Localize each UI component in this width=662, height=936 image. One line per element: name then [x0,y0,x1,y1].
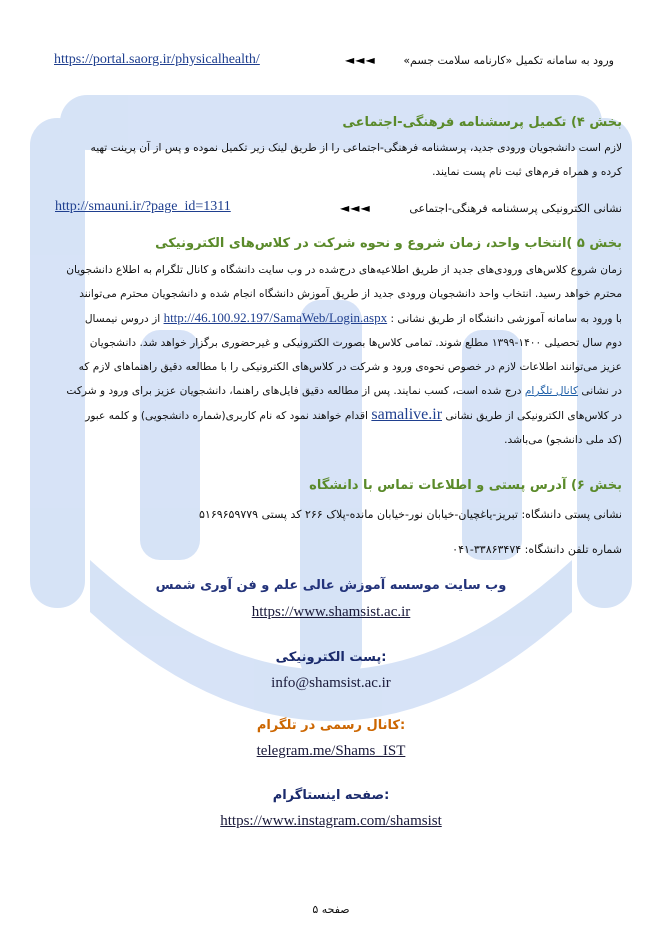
section5-line3 [37,306,622,331]
section5-line5: عزیز می‌توانند اطلاعات لازم در خصوص نحوه‌ی ورود و شرکت در کلاس‌های الکترونیکی را با مطالعه دقیق راهنماهای لازم که [78,361,622,373]
section4-paragraph [37,136,622,184]
instagram-title: صفحه اینستاگرام: [272,788,390,803]
contacts-block [0,578,662,593]
section5-line3-start: با ورود به سامانه آموزشی دانشگاه از طریق نشانی : [390,313,622,325]
section5-line7-end: اقدام خواهند نمود که نام کاربری(شماره دانشجویی) و کلمه عبور [85,410,368,422]
section5-line8: (کد ملی دانشجو) می‌باشد. [504,434,622,446]
email-title: پست الکترونیکی: [275,650,387,665]
sama-web-login-link[interactable]: http://46.100.92.197/SamaWeb/Login.aspx [163,310,388,325]
telegram-title: کانال رسمی در تلگرام: [256,718,406,733]
telegram-channel-link[interactable]: کانال تلگرام [524,385,579,397]
phone-number: شماره تلفن دانشگاه: ۳۳۸۶۳۴۷۴-۰۴۱ [452,543,622,556]
questionnaire-link[interactable]: http://smauni.ir/?page_id=1311 [55,199,231,214]
section5-line6 [37,379,622,403]
section4-line2: کرده و همراه فرم‌های ثبت نام پست نمایند. [432,166,622,178]
physical-health-text: ورود به سامانه تکمیل «کارنامه سلامت جسم» [403,54,614,67]
email-address[interactable]: info@shamsist.ac.ir [271,675,391,691]
questionnaire-address-label: نشانی الکترونیکی پرسشنامه فرهنگی-اجتماعی [409,202,622,215]
section4-heading: بخش ۴) تکمیل پرسشنامه فرهنگی-اجتماعی [342,115,622,130]
instagram-link[interactable]: https://www.instagram.com/shamsist [220,813,442,829]
website-title: وب سایت موسسه آموزش عالی علم و فن آوری شمس [155,578,507,593]
section5-line6-end: درج شده است، کسب نمایند. پس از مطالعه دقیق فایل‌های راهنما، دانشجویان عزیز برای ورود و شرکت [66,385,522,397]
section6-heading: بخش ۶) آدرس پستی و اطلاعات تماس با دانشگاه [309,478,622,493]
postal-address: نشانی پستی دانشگاه: تبریز-یاغچیان-خیابان نور-خیابان مانده-پلاک ۲۶۶ کد پستی ۵۱۶۹۶۵۹۷۷۹ [199,508,622,521]
website-link[interactable]: https://www.shamsist.ac.ir [251,604,411,620]
arrow-pointer-icon: ◄◄◄ [345,53,376,67]
section5-line7-start: در کلاس‌های الکترونیکی از طریق نشانی [445,410,622,422]
section5-line1: زمان شروع کلاس‌های ورودی‌های جدید از طریق اطلاعیه‌های درج‌شده در وب سایت دانشگاه و کانال تلگرام به اطلاع دانشجویان [66,264,622,276]
section5-line4: دوم سال تحصیلی ۱۴۰۰-۱۳۹۹ مطلع شوند. تمامی کلاس‌ها بصورت الکترونیکی و غیرحضوری برگزار خواهد شد. دانشجویان [89,337,622,349]
section5-paragraph [37,258,622,452]
samalive-link[interactable]: samalive.ir [371,406,443,423]
physical-health-link[interactable]: https://portal.saorg.ir/physicalhealth/ [54,52,260,67]
arrow-pointer-icon: ◄◄◄ [340,201,371,215]
telegram-link[interactable]: telegram.me/Shams_IST [256,743,406,759]
page-number: صفحه ۵ [312,903,350,916]
section5-heading: بخش ۵ )انتخاب واحد، زمان شروع و نحوه شرکت در کلاس‌های الکترونیکی [155,236,622,251]
section5-line6-start: در نشانی [581,385,622,397]
section5-line2: محترم خواهد رسید. انتخاب واحد دانشجویان ورودی جدید از طریق آموزش دانشگاه انجام شده و دانشجویان محترم می‌توانند [79,288,622,300]
section4-line1: لازم است دانشجویان ورودی جدید، پرسشنامه فرهنگی-اجتماعی را از طریق لینک زیر تکمیل نموده و پس از آن پرینت تهیه [90,142,622,154]
section5-line7 [37,403,622,428]
section5-line3-end: از دروس نیمسال [84,313,161,325]
